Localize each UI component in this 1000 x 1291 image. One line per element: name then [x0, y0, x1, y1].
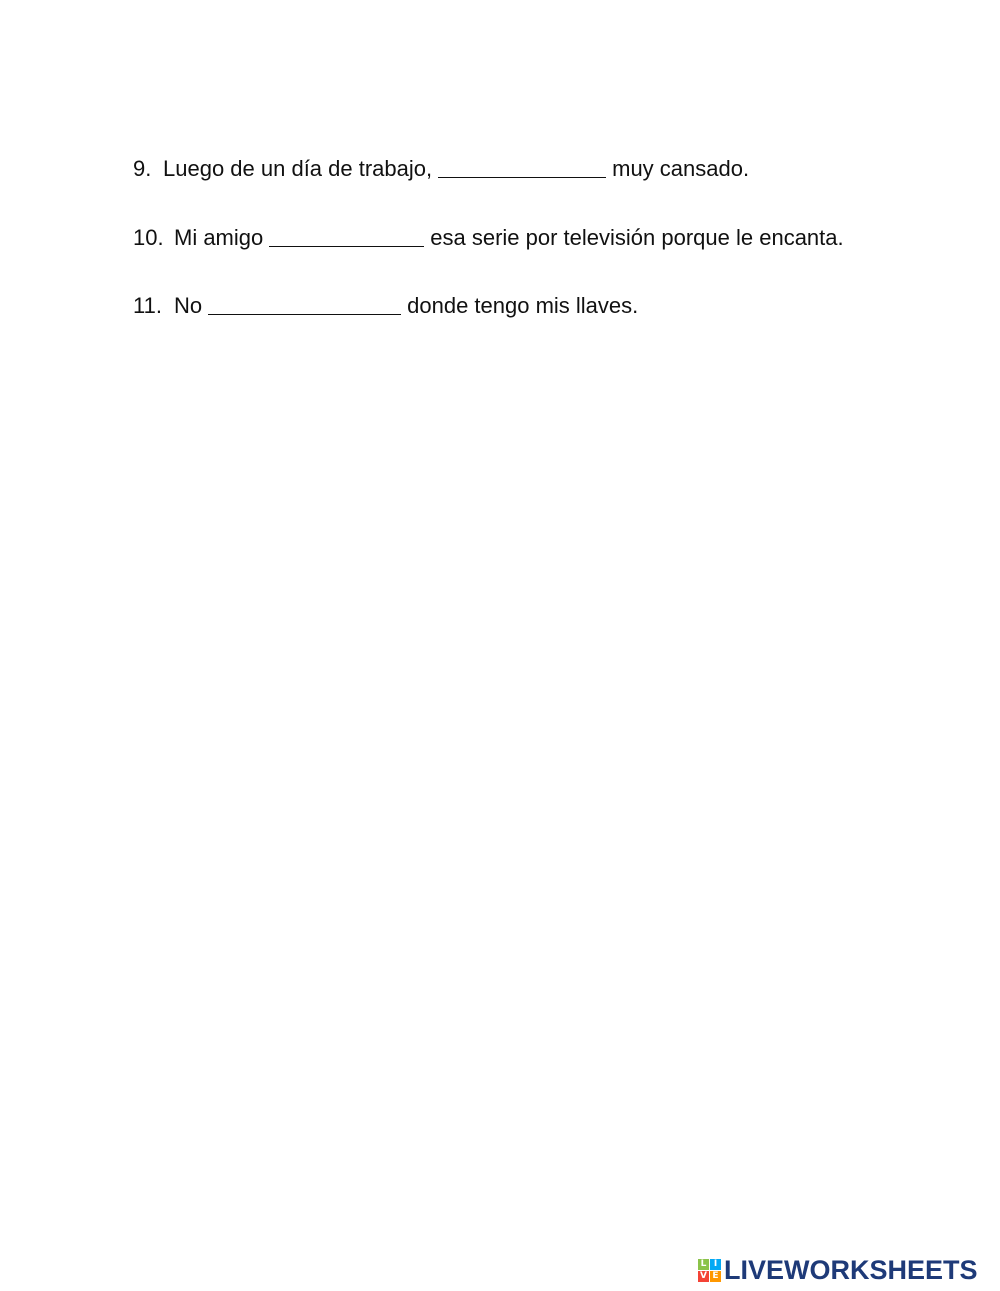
question-text-before: Mi amigo	[174, 225, 264, 250]
logo-letter: E	[710, 1271, 721, 1282]
answer-blank[interactable]	[208, 294, 401, 315]
question-11	[133, 292, 638, 319]
liveworksheets-brand	[698, 1257, 978, 1283]
brand-name: LIVEWORKSHEETS	[724, 1255, 978, 1285]
question-number: 11.	[133, 293, 162, 318]
logo-letter: I	[710, 1259, 721, 1270]
question-text-after: muy cansado.	[612, 156, 750, 181]
logo-letter: L	[698, 1259, 709, 1270]
logo-letter: V	[698, 1271, 709, 1282]
question-text-after: donde tengo mis llaves.	[407, 293, 639, 318]
liveworksheets-logo-icon	[698, 1259, 721, 1282]
question-9	[133, 155, 749, 182]
question-text-before: No	[174, 293, 203, 318]
question-10	[133, 224, 844, 251]
question-number: 9.	[133, 156, 152, 181]
question-text-after: esa serie por televisión porque le encanta.	[430, 225, 844, 250]
answer-blank[interactable]	[269, 226, 424, 247]
answer-blank[interactable]	[438, 157, 606, 178]
question-text-before: Luego de un día de trabajo,	[163, 156, 433, 181]
question-number: 10.	[133, 225, 164, 250]
